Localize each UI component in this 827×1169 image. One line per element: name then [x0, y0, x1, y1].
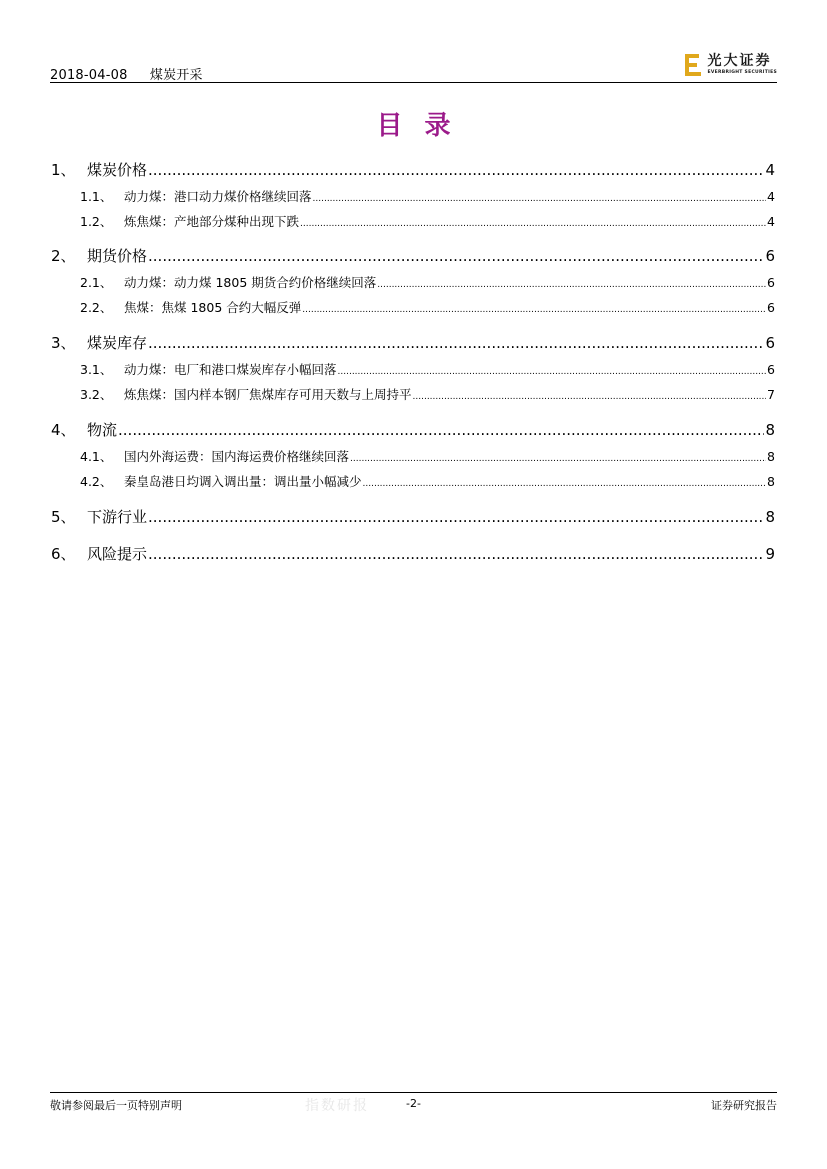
report-date: 2018-04-08: [50, 68, 128, 83]
toc-entry-label: 物流: [87, 421, 118, 439]
toc-entry-label: 动力煤：电厂和港口煤炭库存小幅回落: [124, 362, 337, 377]
toc-entry[interactable]: [51, 543, 775, 564]
toc-entry-page: 6: [765, 247, 775, 265]
toc-dot-leader: [413, 392, 767, 402]
toc-entry-label: 煤炭价格: [87, 161, 148, 179]
toc-dot-leader: [377, 280, 766, 290]
toc-entry-label: 炼焦煤：国内样本钢厂焦煤库存可用天数与上周持平: [124, 387, 412, 402]
toc-entry-number: 4.2、: [80, 474, 113, 489]
toc-entry-page: 6: [765, 334, 775, 352]
toc-entry[interactable]: [51, 245, 775, 266]
footer-divider: [50, 1092, 777, 1093]
toc-entry[interactable]: [80, 385, 775, 403]
toc-dot-leader: [302, 305, 766, 315]
toc-entry-number: 1.2、: [80, 214, 113, 229]
toc-entry-label: 下游行业: [87, 508, 148, 526]
disclaimer-note: 敬请参阅最后一页特别声明: [50, 1099, 182, 1112]
toc-entry-label: 期货价格: [87, 247, 148, 265]
toc-entry-page: 8: [767, 449, 775, 464]
toc-entry-number: 2.2、: [80, 300, 113, 315]
toc-entry-page: 4: [767, 189, 775, 204]
page-header: [50, 52, 777, 82]
toc-entry[interactable]: [80, 273, 775, 291]
toc-entry-label: 焦煤：焦煤 1805 合约大幅反弹: [124, 300, 302, 315]
page-number: -2-: [406, 1097, 421, 1110]
toc-entry-page: 8: [767, 474, 775, 489]
logo-chinese-name: 光大证券: [707, 53, 772, 70]
toc-entry[interactable]: [80, 187, 775, 205]
toc-dot-leader: [148, 508, 764, 526]
toc-entry-label: 风险提示: [87, 545, 148, 563]
toc-entry-number: 3.1、: [80, 362, 113, 377]
toc-dot-leader: [363, 479, 767, 489]
toc-entry-number: 4、: [51, 421, 76, 439]
header-divider: [50, 82, 777, 83]
toc-entry-page: 9: [765, 545, 775, 563]
toc-entry-page: 8: [765, 421, 775, 439]
toc-entry-label: 动力煤：港口动力煤价格继续回落: [124, 189, 312, 204]
toc-entry-page: 7: [767, 387, 775, 402]
toc-entry[interactable]: [51, 506, 775, 527]
toc-entry-number: 3、: [51, 334, 76, 352]
toc-entry[interactable]: [51, 159, 775, 180]
logo-english-name: EVERBRIGHT SECURITIES: [707, 70, 777, 76]
toc-entry[interactable]: [51, 332, 775, 353]
toc-entry-label: 动力煤：动力煤 1805 期货合约价格继续回落: [124, 275, 377, 290]
toc-entry-page: 4: [767, 214, 775, 229]
toc-dot-leader: [148, 334, 764, 352]
toc-entry[interactable]: [80, 447, 775, 465]
toc-dot-leader: [118, 421, 764, 439]
toc-entry-number: 2.1、: [80, 275, 113, 290]
report-type: 证券研究报告: [711, 1099, 777, 1112]
toc-entry-number: 3.2、: [80, 387, 113, 402]
toc-entry-page: 6: [767, 300, 775, 315]
toc-entry-label: 国内外海运费：国内海运费价格继续回落: [124, 449, 350, 464]
toc-entry-page: 6: [767, 275, 775, 290]
toc-dot-leader: [300, 219, 766, 229]
toc-entry-number: 4.1、: [80, 449, 113, 464]
toc-dot-leader: [313, 194, 767, 204]
toc-entry-number: 1、: [51, 161, 76, 179]
toc-entry-number: 2、: [51, 247, 76, 265]
toc-entry-page: 6: [767, 362, 775, 377]
toc-entry-page: 4: [765, 161, 775, 179]
toc-dot-leader: [350, 454, 766, 464]
toc-entry-label: 秦皇岛港日均调入调出量：调出量小幅减少: [124, 474, 362, 489]
toc-entry-number: 6、: [51, 545, 76, 563]
toc-entry[interactable]: [80, 472, 775, 490]
report-section: 煤炭开采: [149, 68, 203, 83]
header-info: [50, 64, 221, 83]
toc-entry[interactable]: [51, 419, 775, 440]
toc-entry-number: 5、: [51, 508, 76, 526]
toc-dot-leader: [148, 247, 764, 265]
toc-dot-leader: [148, 545, 764, 563]
toc-entry-number: 1.1、: [80, 189, 113, 204]
company-logo: [685, 52, 777, 78]
toc-dot-leader: [148, 161, 764, 179]
logo-mark-icon: [685, 54, 701, 76]
toc-entry-page: 8: [765, 508, 775, 526]
toc-dot-leader: [338, 367, 767, 377]
toc-entry[interactable]: [80, 212, 775, 230]
toc-entry[interactable]: [80, 360, 775, 378]
toc-entry[interactable]: [80, 298, 775, 316]
toc-entry-label: 煤炭库存: [87, 334, 148, 352]
toc-entry-label: 炼焦煤：产地部分煤种出现下跌: [124, 214, 300, 229]
toc-title: 目录: [376, 111, 473, 141]
watermark-text: 指数研报: [305, 1098, 369, 1114]
